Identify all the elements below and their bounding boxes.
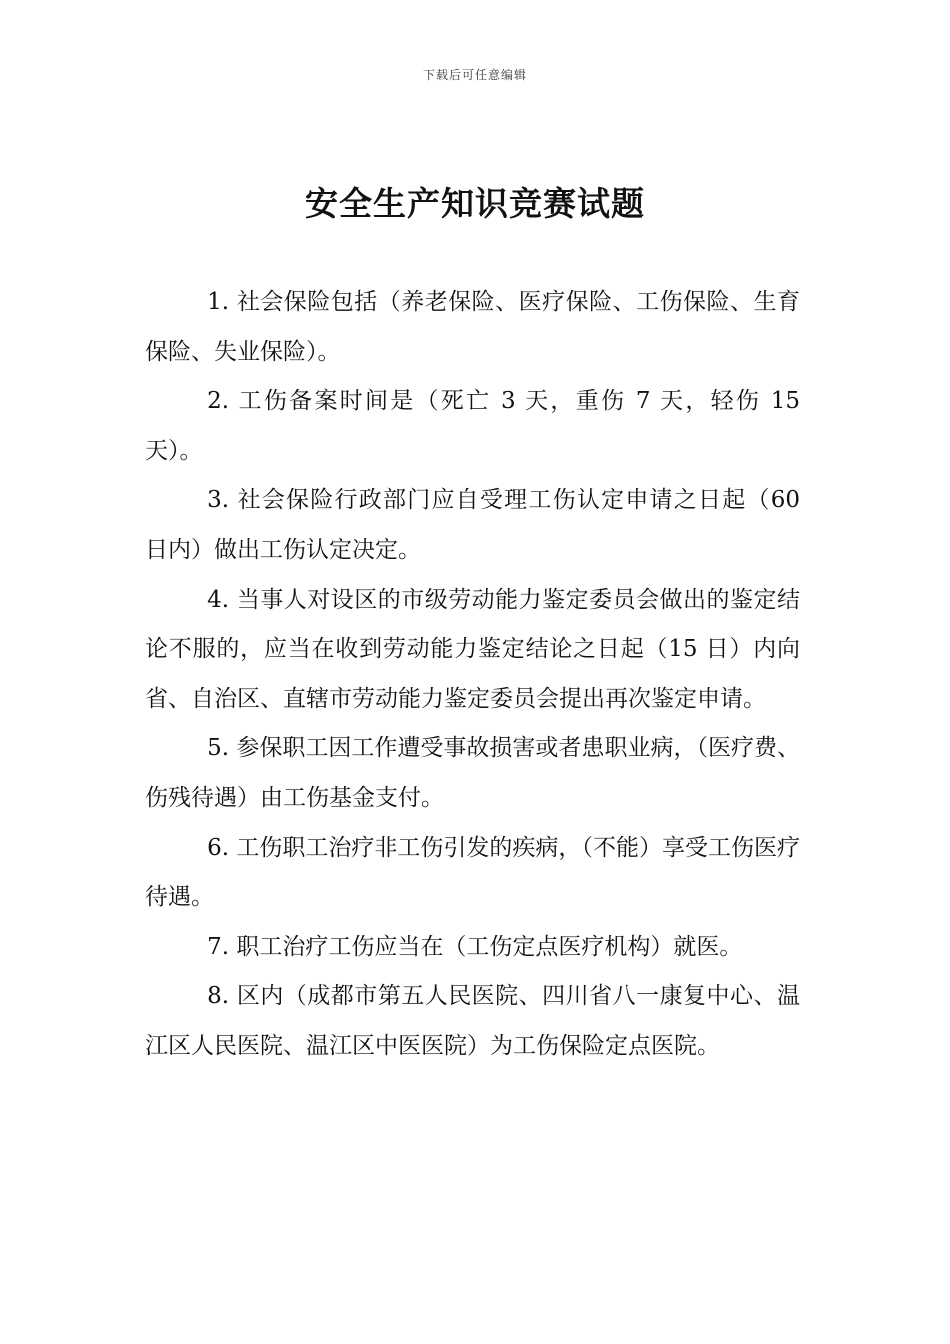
question-item: 2. 工伤备案时间是（死亡 3 天，重伤 7 天，轻伤 15 天）。: [145, 388, 800, 464]
question-item: 7. 职工治疗工伤应当在（工伤定点医疗机构）就医。: [207, 933, 743, 960]
document-title: 安全生产知识竞赛试题: [305, 184, 645, 223]
question-item: 5. 参保职工因工作遭受事故损害或者患职业病，（医疗费、伤残待遇）由工伤基金支付。: [145, 735, 800, 811]
header-note: 下载后可任意编辑: [422, 68, 527, 82]
question-list: [145, 278, 800, 1072]
question-item: 4. 当事人对设区的市级劳动能力鉴定委员会做出的鉴定结论不服的，应当在收到劳动能力鉴定结论之日起（15 日）内向省、自治区、直辖市劳动能力鉴定委员会提出再次鉴定申请。: [145, 586, 800, 712]
question-item: 6. 工伤职工治疗非工伤引发的疾病，（不能）享受工伤医疗待遇。: [145, 834, 800, 911]
question-item: 3. 社会保险行政部门应自受理工伤认定申请之日起（60 日内）做出工伤认定决定。: [145, 487, 800, 563]
question-item: 8. 区内（成都市第五人民医院、四川省八一康复中心、温江区人民医院、温江区中医医院）为工伤保险定点医院。: [145, 983, 800, 1059]
question-item: 1. 社会保险包括（养老保险、医疗保险、工伤保险、生育保险、失业保险）。: [145, 289, 800, 365]
